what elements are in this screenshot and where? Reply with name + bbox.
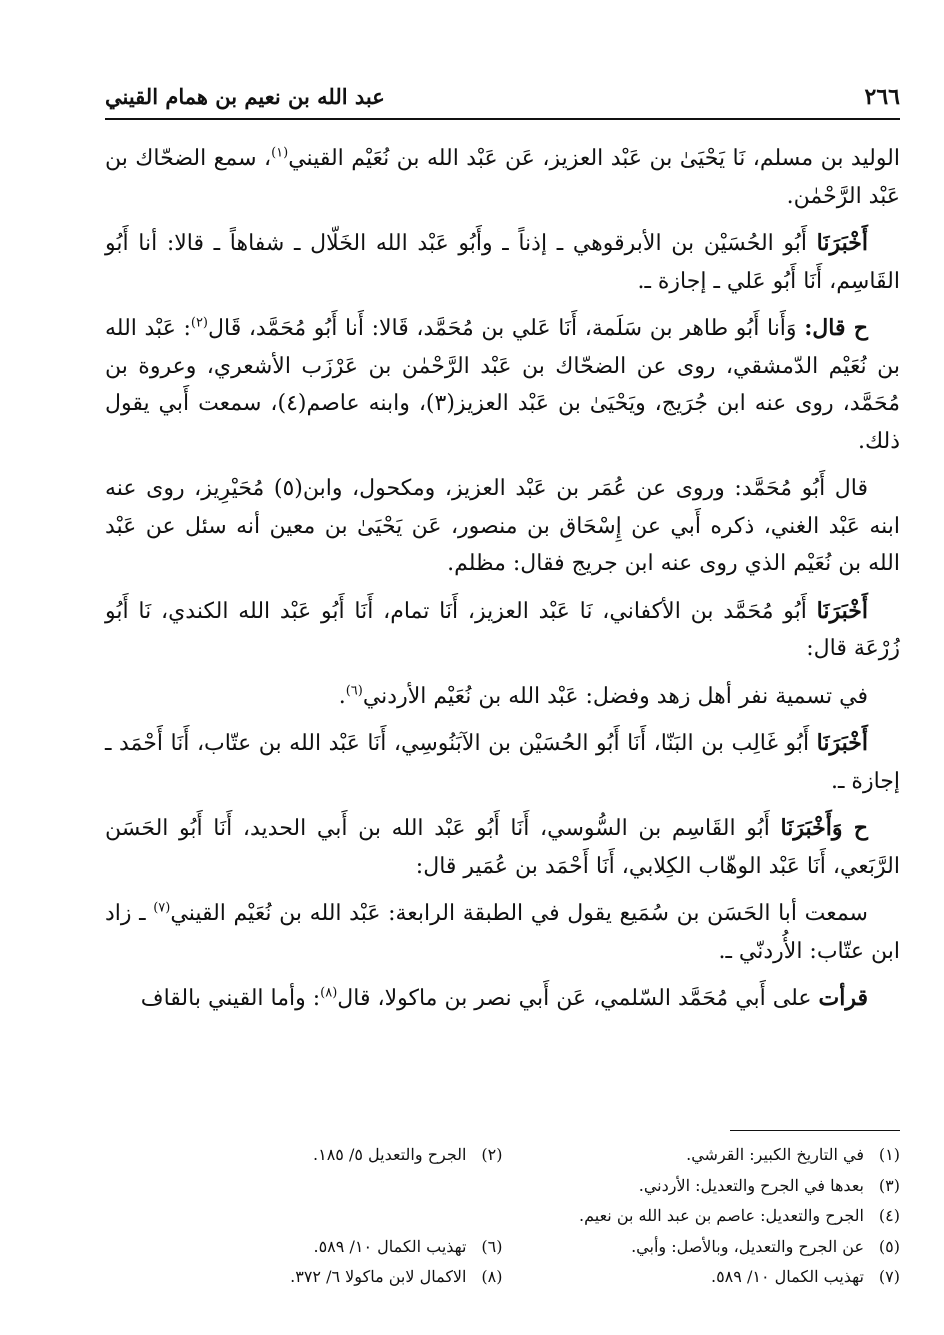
footnote-row (105, 1201, 900, 1232)
page-number: ٢٦٦ (864, 84, 900, 110)
footnote-divider (730, 1130, 900, 1131)
paragraph: ح قال: وَأَنا أَبُو طاهر بن سَلَمة، أَنَا عَلي بن مُحَمَّد، قَالا: أَنا أَبُو مُحَمَّد، قَال$^{(٢)}$: عَبْد الله بن نُعَيْم الدّمشقي، روى عن الضحّاك بن عَبْد الرَّحْمٰن بن عَرْزَب الأشعري، وعروة بن مُحَمَّد، روى عنه ابن جُرَيج، ويَحْيَىٰ بن عَبْد العزيز(٣)، وابنه عاصم(٤)، سمعت أَبي يقول ذلك. (105, 315, 900, 454)
paragraph: قال أَبُو مُحَمَّد: وروى عن عُمَر بن عَبْد العزيز، ومكحول، وابن(٥) مُحَيْرِيز، روى عنه ابنه عَبْد الغني، ذكره أَبي عن إِسْحَاق بن منصور، عَن يَحْيَىٰ بن معين أنه سئل عن عَبْد الله بن نُعَيْم الذي روى عنه ابن جريج فقال: مظلم. (105, 476, 900, 576)
paragraph: سمعت أبا الحَسَن بن سُمَيع يقول في الطبقة الرابعة: عَبْد الله بن نُعَيْم القيني$^{(٧)}$ ـ زاد ابن عتّاب: الأُردنّي ـ. (105, 900, 900, 964)
footnote-number: (٨) (481, 1267, 503, 1286)
footnote-ref[interactable]: (٨) (320, 985, 338, 1001)
footnote-ref[interactable]: (٦) (345, 683, 363, 699)
footnote: (٦)تهذيب الكمال ١٠/ ٥٨٩. (105, 1232, 503, 1263)
footnote-ref[interactable]: (٧) (153, 900, 171, 916)
footnote-number: (٢) (481, 1145, 503, 1164)
footnote-row (105, 1262, 900, 1293)
footnote-row (105, 1232, 900, 1263)
keyword: أَخْبَرَنَا (816, 597, 868, 624)
footnote: (٨)الاكمال لابن ماكولا ٦/ ٣٧٢. (105, 1262, 503, 1293)
footnote: (٢)الجرح والتعديل ٥/ ١٨٥. (105, 1140, 503, 1171)
page-header (105, 78, 900, 114)
footnote-ref[interactable]: (٢) (190, 315, 208, 331)
footnote-row (105, 1171, 900, 1202)
paragraph: في تسمية نفر أهل زهد وفضل: عَبْد الله بن نُعَيْم الأردني$^{(٦)}$. (338, 683, 868, 709)
footnote-number: (٤) (878, 1206, 900, 1225)
footnote-number: (١) (878, 1145, 900, 1164)
footnote-number: (٧) (878, 1267, 900, 1286)
footnote-ref[interactable]: (١) (271, 145, 289, 161)
footnote: (٧)تهذيب الكمال ١٠/ ٥٨٩. (503, 1262, 901, 1293)
book-page (105, 0, 900, 1335)
paragraph: أَخْبَرَنَا أَبُو مُحَمَّد بن الأكفاني، نَا عَبْد العزيز، أَنَا تمام، أَنَا أَبُو عَبْد الله الكندي، نَا أَبُو زُرْعَة قال: (105, 597, 900, 661)
keyword: أَخْبَرَنَا (816, 230, 868, 256)
header-divider (105, 118, 900, 120)
footnote: (٥)عن الجرح والتعديل، وبالأصل: وأبي. (503, 1232, 901, 1263)
footnote-number: (٥) (878, 1236, 900, 1256)
paragraph: قرأت على أَبي مُحَمَّد السّلمي، عَن أَبي نصر بن ماكولا، قال$^{(٨)}$: وأما القيني بالقاف (140, 985, 868, 1011)
keyword: ح وَأَخْبَرَنَا (780, 815, 868, 841)
paragraph: أَخْبَرَنَا أَبُو غَالِب بن البَنّا، أَنَا أَبُو الحُسَيْن بن الآبَنُوسِي، أَنَا عَبْد الله بن عتّاب، أَنَا أَحْمَد ـ إجازة ـ. (105, 730, 900, 794)
footnotes (105, 1140, 900, 1293)
keyword: ح قال: (804, 315, 868, 341)
footnote: (١)في التاريخ الكبير: القرشي. (503, 1140, 901, 1171)
footnote-number: (٦) (481, 1236, 503, 1256)
running-title: عبد الله بن نعيم بن همام القيني (105, 84, 385, 109)
keyword: أَخْبَرَنَا (816, 730, 868, 756)
main-text (105, 140, 900, 1028)
footnote-row (105, 1140, 900, 1171)
paragraph: ح وَأَخْبَرَنَا أَبُو القَاسِم بن السُّوسي، أَنَا أَبُو عَبْد الله بن أَبي الحديد، أَنَا أَبُو الحَسَن الرَّبَعي، أَنَا عَبْد الوهّاب الكِلابي، أَنَا أَحْمَد بن عُمَير قال: (105, 815, 900, 879)
paragraph: الوليد بن مسلم، نَا يَحْيَىٰ بن عَبْد العزيز، عَن عَبْد الله بن نُعَيْم القيني$^{(١)}$، سمع الضحّاك بن عَبْد الرَّحْمٰن. (105, 145, 900, 209)
keyword: قرأت (818, 985, 868, 1011)
paragraph: أَخْبَرَنَا أَبُو الحُسَيْن بن الأبرقوهي ـ إذناً ـ وأَبُو عَبْد الله الخَلّال ـ شفاهاً ـ قالا: أنا أَبُو القَاسِم، أَنَا أَبُو عَلي ـ إجازة ـ. (105, 230, 900, 294)
footnote: (٣)بعدها في الجرح والتعديل: الأردني. (500, 1171, 900, 1202)
footnote: (٤)الجرح والتعديل: عاصم بن عبد الله بن نعيم. (500, 1201, 900, 1232)
footnote-number: (٣) (878, 1175, 900, 1195)
